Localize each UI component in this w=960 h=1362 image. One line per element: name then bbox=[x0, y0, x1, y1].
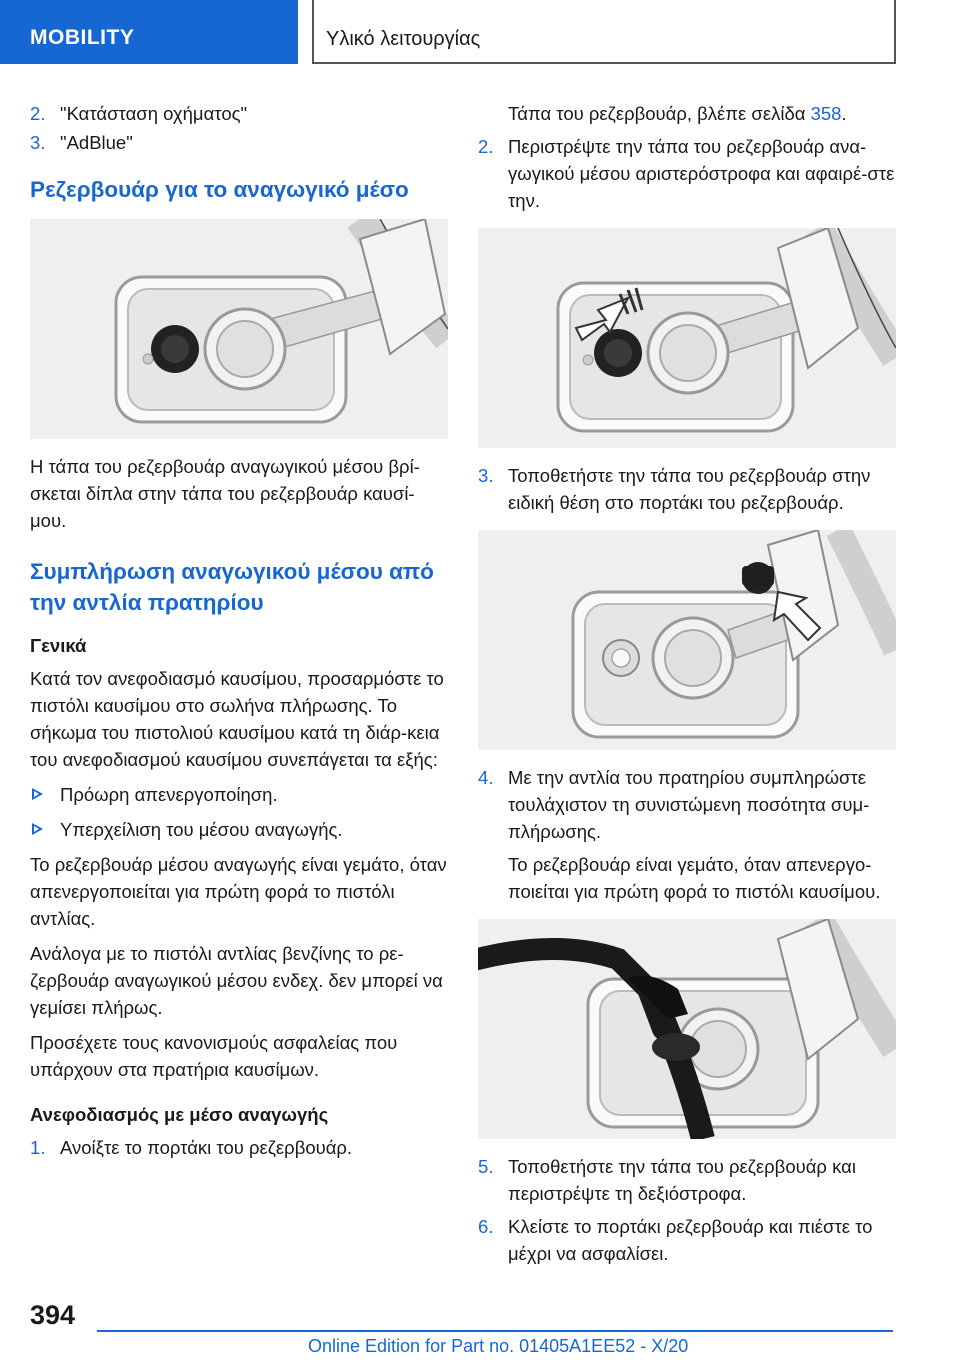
figure-stow-cap bbox=[478, 530, 896, 750]
safety-text: Προσέχετε τους κανονισμούς ασφαλείας που υπάρχουν στα πρατήρια καυσίμων. bbox=[30, 1032, 398, 1080]
punctuation: . bbox=[841, 103, 847, 124]
step-5 bbox=[478, 1153, 896, 1207]
step-text: Τοποθετήστε την τάπα του ρεζερβουάρ και περιστρέψτε τη δεξιόστροφα. bbox=[508, 1156, 856, 1204]
step-text: Κλείστε το πορτάκι ρεζερβουάρ και πιέστε το μέχρι να ασφαλίσει. bbox=[508, 1216, 873, 1264]
bullet-item bbox=[30, 781, 448, 808]
step-number: 5. bbox=[478, 1156, 494, 1177]
step-text: Τοποθετήστε την τάπα του ρεζερβουάρ στην ειδική θέση στο πορτάκι του ρεζερβουάρ. bbox=[508, 465, 871, 513]
full-text: Το ρεζερβουάρ μέσου αναγωγής είναι γεμάτο, όταν απενεργοποιείται για πρώτη φορά το πιστόλι αντλίας. bbox=[30, 854, 447, 929]
remove-cap-illustration bbox=[478, 228, 896, 448]
page-number: 394 bbox=[30, 1300, 76, 1330]
step-number: 3. bbox=[478, 465, 494, 486]
step-number: 2. bbox=[478, 136, 494, 157]
figure-remove-cap bbox=[478, 228, 896, 448]
step-2 bbox=[478, 133, 896, 214]
step-text: Ανοίξτε το πορτάκι του ρεζερβουάρ. bbox=[60, 1137, 353, 1158]
right-column bbox=[478, 100, 896, 1269]
step-3 bbox=[478, 462, 896, 516]
chapter-tab-label: Υλικό λειτουργίας bbox=[326, 28, 481, 50]
step-4 bbox=[478, 764, 896, 905]
general-text: Κατά τον ανεφοδιασμό καυσίμου, προσαρμόστε το πιστόλι καυσίμου στο σωλήνα πλήρωσης. Το σήκωμα του πιστολιού καυσίμου κατά τη διάρ-κεια του ανεφοδιασμού καυσίμου συνεπάγεται τα εξής: bbox=[30, 668, 444, 770]
step-6 bbox=[478, 1213, 896, 1267]
heading-general: Γενικά bbox=[30, 635, 87, 656]
left-column bbox=[30, 100, 448, 1163]
item-text: "Κατάσταση οχήματος" bbox=[60, 103, 248, 124]
item-text: "AdBlue" bbox=[60, 132, 133, 153]
fuel-door-illustration bbox=[30, 219, 448, 439]
bullet-text: Υπερχείλιση του μέσου αναγωγής. bbox=[60, 819, 343, 840]
step-number: 6. bbox=[478, 1216, 494, 1237]
figure-reservoir-caps bbox=[30, 219, 448, 439]
step-number: 4. bbox=[478, 767, 494, 788]
step-text: Με την αντλία του πρατηρίου συμπληρώστε τουλάχιστον τη συνιστώμενη ποσότητα συμ-πλήρωσης. bbox=[508, 767, 870, 842]
bullet-text: Πρόωρη απενεργοποίηση. bbox=[60, 784, 278, 805]
item-number: 2. bbox=[30, 103, 46, 124]
list-item bbox=[30, 129, 448, 156]
page-reference-link[interactable]: 358 bbox=[810, 103, 842, 124]
triangle-bullet-icon bbox=[32, 823, 43, 835]
step-number: 1. bbox=[30, 1137, 46, 1158]
reservoir-location-text: Η τάπα του ρεζερβουάρ αναγωγικού μέσου βρί-σκεται δίπλα στην τάπα του ρεζερβουάρ καυσί-μου. bbox=[30, 456, 420, 531]
pump-nozzle-illustration bbox=[478, 919, 896, 1139]
step-text: Περιστρέψτε την τάπα του ρεζερβουάρ ανα-γωγικού μέσου αριστερόστροφα και αφαιρέ-στε την. bbox=[508, 136, 895, 211]
section-tab-label: MOBILITY bbox=[30, 26, 135, 49]
footer-edition: Online Edition for Part no. 01405A1EE52 - X/20 bbox=[308, 1336, 689, 1356]
heading-refuel-with-reductant: Ανεφοδιασμός με μέσο αναγωγής bbox=[30, 1104, 329, 1125]
nozzle-text: Ανάλογα με το πιστόλι αντλίας βενζίνης το ρε-ζερβουάρ αναγωγικού μέσου ενδεχ. δεν μπορεί να γεμίσει πλήρως. bbox=[30, 943, 443, 1018]
bullet-item bbox=[30, 816, 448, 843]
triangle-bullet-icon bbox=[32, 788, 43, 800]
heading-reservoir: Ρεζερβουάρ για το αναγωγικό μέσο bbox=[30, 177, 409, 202]
list-item bbox=[30, 100, 448, 127]
step-text: Τάπα του ρεζερβουάρ, βλέπε σελίδα bbox=[508, 103, 811, 124]
stow-cap-illustration bbox=[478, 530, 896, 750]
step-note: Το ρεζερβουάρ είναι γεμάτο, όταν απενεργο-ποιείται για πρώτη φορά το πιστόλι καυσίμου. bbox=[508, 854, 881, 902]
footer-divider bbox=[97, 1330, 893, 1332]
figure-pump-nozzle bbox=[478, 919, 896, 1139]
chapter-tab[interactable] bbox=[312, 0, 896, 64]
section-tab[interactable] bbox=[0, 0, 298, 64]
step-1 bbox=[30, 1134, 448, 1161]
page-header bbox=[0, 0, 960, 66]
step-1-continued bbox=[478, 100, 896, 127]
heading-refill-from-pump: Συμπλήρωση αναγωγικού μέσου από την αντλία πρατηρίου bbox=[30, 559, 434, 615]
item-number: 3. bbox=[30, 132, 46, 153]
